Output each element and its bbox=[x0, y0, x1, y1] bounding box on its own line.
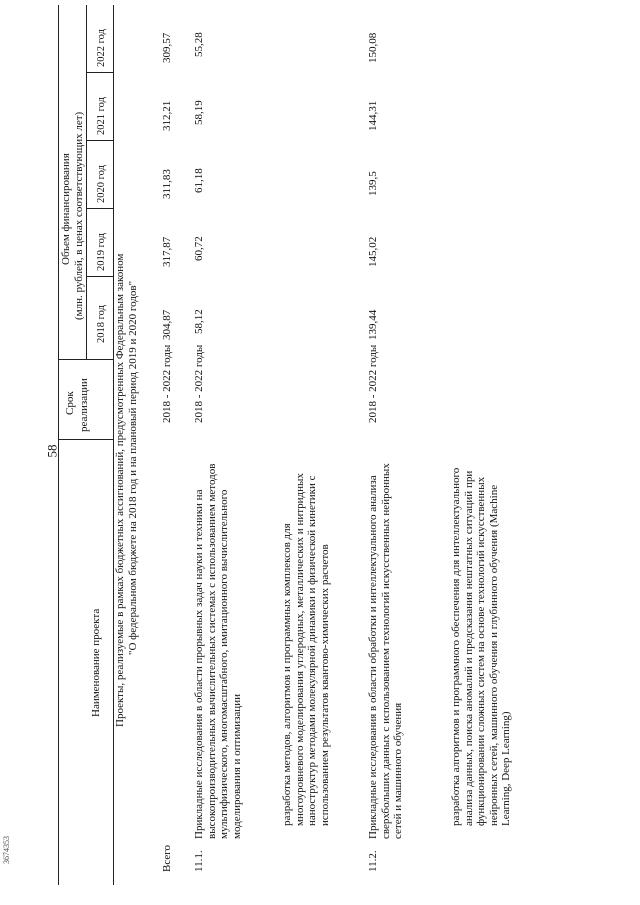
row-total-2019: 317,87 bbox=[161, 236, 173, 267]
header-funding-line2: (млн. рублей, в ценах соответствующих лет) bbox=[73, 111, 85, 320]
header-bottom-rule bbox=[113, 5, 114, 885]
row-total-2022: 309,57 bbox=[161, 32, 173, 63]
row-11-2-2021: 144,31 bbox=[367, 100, 379, 131]
col-divider-name bbox=[58, 439, 113, 440]
col-divider-y4 bbox=[86, 72, 113, 73]
row-total-2021: 312,21 bbox=[161, 100, 173, 131]
row-11-1-name: Прикладные исследования в области прорывных задач науки и техники на высокопроизводительных вычислительных системах с использованием методов мультифизического, многомасштабного, имитационного вычислительного моделирования и оптимизации bbox=[193, 463, 243, 839]
row-11-2-term: 2018 - 2022 годы bbox=[367, 344, 379, 423]
row-11-2-2019: 145,02 bbox=[367, 236, 379, 267]
header-funding-line1: Объем финансирования bbox=[60, 153, 72, 265]
row-11-1-2021: 58,19 bbox=[193, 100, 205, 125]
header-year-2018: 2018 год bbox=[96, 305, 107, 343]
header-project-name: Наименование проекта bbox=[90, 608, 102, 717]
header-term-line2: реализации bbox=[78, 378, 90, 432]
header-year-2021: 2021 год bbox=[96, 97, 107, 135]
caption-line-2: "О федеральном бюджете на 2018 год и на плановый период 2019 и 2020 годов" bbox=[127, 280, 139, 655]
header-term-line1: Срок bbox=[64, 391, 76, 415]
caption-line-1: Проекты, реализуемые в рамках бюджетных ассигнований, предусмотренных Федеральным законом bbox=[114, 253, 126, 727]
row-11-1-2018: 58,12 bbox=[193, 309, 205, 334]
row-11-2-2020: 139,5 bbox=[367, 171, 379, 196]
col-divider-y3 bbox=[86, 140, 113, 141]
row-11-2-name: Прикладные исследования в области обработки и интеллектуального анализа сверхбольших данных с использованием технологий искусственных нейронных сетей и машинного обучения bbox=[367, 463, 404, 839]
header-year-2022: 2022 год bbox=[96, 29, 107, 67]
funding-subheader-rule bbox=[86, 5, 87, 360]
row-11-1-subtask: разработка методов, алгоритмов и программных комплексов для многоуровневого моделирования углеродных, металлических и нитридных наноструктур методами молекулярной динамики и физической кинетики с использованием результатов квантово-химических расчетов bbox=[281, 473, 331, 826]
row-11-1-number: 11.1. bbox=[193, 850, 205, 872]
header-year-2020: 2020 год bbox=[96, 165, 107, 203]
table-top-rule bbox=[58, 5, 59, 885]
row-11-1-2019: 60,72 bbox=[193, 236, 205, 261]
header-year-2019: 2019 год bbox=[96, 233, 107, 271]
document-code: 3674353 bbox=[2, 836, 11, 864]
col-divider-y2 bbox=[86, 208, 113, 209]
row-11-2-2022: 150,08 bbox=[367, 32, 379, 63]
row-total-2018: 304,87 bbox=[161, 309, 173, 340]
col-divider-y1 bbox=[86, 276, 113, 277]
page-number: 58 bbox=[44, 444, 60, 458]
col-divider-term bbox=[58, 359, 113, 360]
row-11-1-term: 2018 - 2022 годы bbox=[193, 344, 205, 423]
row-11-2-subtask: разработка алгоритмов и программного обеспечения для интеллектуального анализа данных, поиска аномалий и предсказания нештатных ситуаций при функционировании сложных систем на основе технологий искусственных нейронных сетей, машинного обучения и глубинного обучения (Machine Learning, Deep Learning) bbox=[450, 467, 512, 826]
row-11-2-number: 11.2. bbox=[367, 850, 379, 872]
row-total-label: Всего bbox=[161, 845, 173, 872]
row-11-1-2022: 55,28 bbox=[193, 32, 205, 57]
row-11-2-2018: 139,44 bbox=[367, 309, 379, 340]
row-11-1-2020: 61,18 bbox=[193, 168, 205, 193]
row-total-2020: 311,83 bbox=[161, 169, 173, 199]
row-total-term: 2018 - 2022 годы bbox=[161, 344, 173, 423]
